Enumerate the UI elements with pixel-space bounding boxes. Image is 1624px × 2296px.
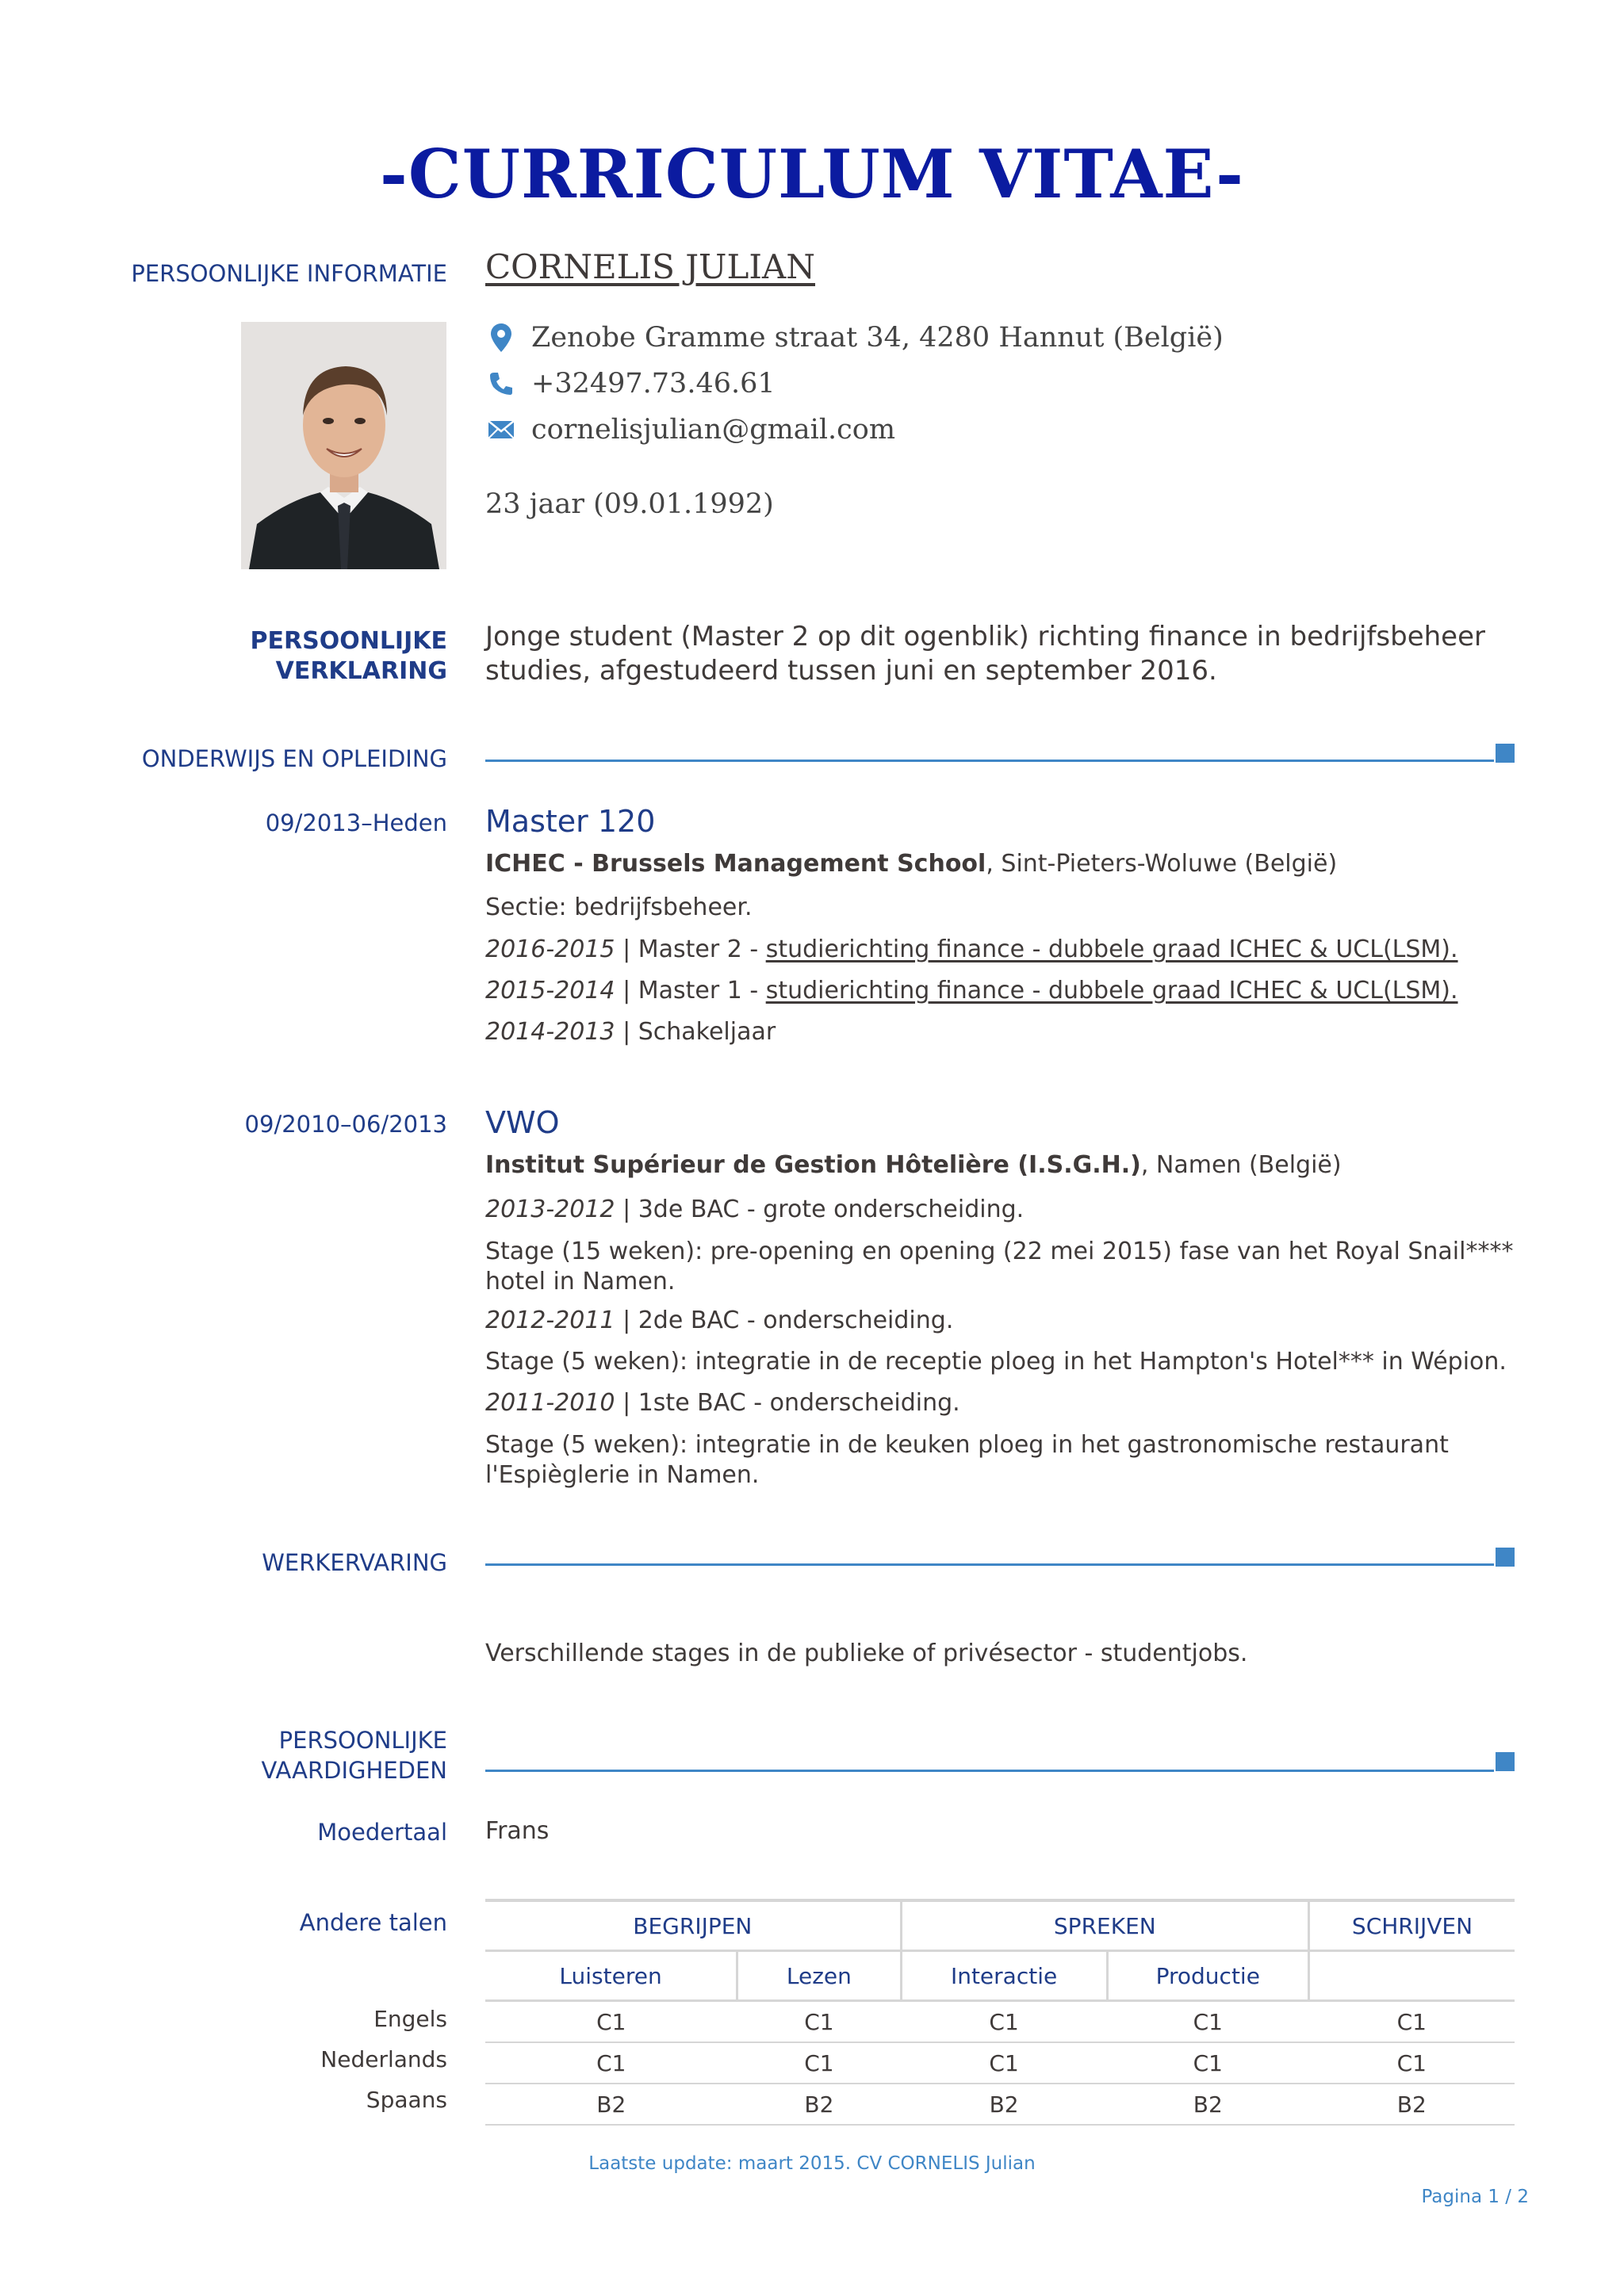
education-period: 09/2010–06/2013 bbox=[244, 1111, 447, 1138]
education-item: 2016-2015 | Master 2 - studierichting finance - dubbele graad ICHEC & UCL(LSM). bbox=[485, 936, 1458, 963]
divider-square bbox=[1496, 1548, 1515, 1567]
email-text[interactable]: cornelisjulian@gmail.com bbox=[531, 414, 896, 446]
education-item: 2012-2011 | 2de BAC - onderscheiding. bbox=[485, 1307, 954, 1334]
table-subheader bbox=[1309, 1951, 1515, 2001]
table-subheader: Lezen bbox=[737, 1951, 901, 2001]
mother-tongue-label: Moedertaal bbox=[317, 1819, 447, 1846]
phone-text[interactable]: +32497.73.46.61 bbox=[531, 368, 776, 400]
footer-update: Laatste update: maart 2015. CV CORNELIS Julian bbox=[588, 2153, 1036, 2174]
table-cell: C1 bbox=[901, 2042, 1107, 2084]
table-header: SPREKEN bbox=[901, 1900, 1308, 1951]
address-row bbox=[485, 322, 1224, 354]
table-cell: C1 bbox=[1107, 2001, 1308, 2043]
phone-icon bbox=[485, 371, 517, 396]
table-cell: C1 bbox=[737, 2042, 901, 2084]
education-title: VWO bbox=[485, 1105, 560, 1140]
education-stage: Stage (5 weken): integratie in de keuken ploeg in het gastronomische restaurant l'Espièglerie in Namen. bbox=[485, 1431, 1449, 1489]
other-languages-label: Andere talen bbox=[299, 1909, 447, 1936]
education-item: 2015-2014 | Master 1 - studierichting finance - dubbele graad ICHEC & UCL(LSM). bbox=[485, 977, 1458, 1004]
education-section: Sectie: bedrijfsbeheer. bbox=[485, 894, 753, 921]
education-stage: Stage (15 weken): pre-opening en opening (22 mei 2015) fase van het Royal Snail**** hotel in Namen. bbox=[485, 1238, 1514, 1295]
divider-square bbox=[1496, 744, 1515, 763]
divider-square bbox=[1496, 1752, 1515, 1771]
skills-label: PERSOONLIJKE VAARDIGHEDEN bbox=[261, 1727, 447, 1784]
table-cell: B2 bbox=[485, 2084, 737, 2125]
work-text: Verschillende stages in de publieke of privésector - studentjobs. bbox=[485, 1640, 1248, 1667]
table-cell: C1 bbox=[1309, 2001, 1515, 2043]
table-row bbox=[485, 2042, 1515, 2084]
language-name: Nederlands bbox=[320, 2046, 447, 2072]
table-cell: B2 bbox=[901, 2084, 1107, 2125]
section-divider bbox=[485, 1563, 1494, 1566]
statement-label: PERSOONLIJKE VERKLARING bbox=[250, 627, 447, 685]
education-title: Master 120 bbox=[485, 804, 656, 839]
table-subheader-row bbox=[485, 1951, 1515, 2001]
table-header-row bbox=[485, 1900, 1515, 1951]
work-label: WERKERVARING bbox=[262, 1549, 447, 1576]
table-cell: B2 bbox=[737, 2084, 901, 2125]
profile-photo bbox=[241, 322, 446, 569]
table-subheader: Interactie bbox=[901, 1951, 1107, 2001]
table-subheader: Productie bbox=[1107, 1951, 1308, 2001]
address-text: Zenobe Gramme straat 34, 4280 Hannut (België) bbox=[531, 322, 1224, 354]
envelope-icon bbox=[485, 420, 517, 439]
section-divider bbox=[485, 1770, 1494, 1772]
education-item: 2011-2010 | 1ste BAC - onderscheiding. bbox=[485, 1389, 960, 1417]
table-header: BEGRIJPEN bbox=[485, 1900, 901, 1951]
statement-text: Jonge student (Master 2 op dit ogenblik) richting finance in bedrijfsbeheer studies, afgestudeerd tussen juni en september 2016. bbox=[485, 621, 1485, 687]
location-pin-icon bbox=[485, 323, 517, 352]
language-table bbox=[485, 1899, 1515, 2126]
table-cell: C1 bbox=[737, 2001, 901, 2043]
page-number: Pagina 1 / 2 bbox=[1421, 2187, 1529, 2207]
email-row bbox=[485, 414, 895, 446]
age-text: 23 jaar (09.01.1992) bbox=[485, 488, 774, 520]
personal-info-label: PERSOONLIJKE INFORMATIE bbox=[131, 260, 447, 287]
education-item: 2013-2012 | 3de BAC - grote onderscheiding. bbox=[485, 1196, 1025, 1223]
table-cell: C1 bbox=[1309, 2042, 1515, 2084]
phone-row bbox=[485, 368, 776, 400]
table-header: SCHRIJVEN bbox=[1309, 1900, 1515, 1951]
section-divider bbox=[485, 760, 1494, 762]
education-item: 2014-2013 | Schakeljaar bbox=[485, 1018, 776, 1046]
education-institution-line: Institut Supérieur de Gestion Hôtelière (I.S.G.H.), Namen (België) bbox=[485, 1151, 1342, 1179]
mother-tongue-value: Frans bbox=[485, 1817, 550, 1845]
table-row bbox=[485, 2001, 1515, 2043]
table-cell: B2 bbox=[1309, 2084, 1515, 2125]
table-cell: C1 bbox=[901, 2001, 1107, 2043]
education-institution-line: ICHEC - Brussels Management School, Sint-Pieters-Woluwe (België) bbox=[485, 850, 1338, 878]
language-name: Spaans bbox=[366, 2087, 447, 2113]
person-name: CORNELIS JULIAN bbox=[485, 247, 816, 286]
education-stage: Stage (5 weken): integratie in de receptie ploeg in het Hampton's Hotel*** in Wépion. bbox=[485, 1348, 1507, 1376]
table-cell: C1 bbox=[485, 2001, 737, 2043]
education-label: ONDERWIJS EN OPLEIDING bbox=[141, 745, 447, 772]
education-period: 09/2013–Heden bbox=[265, 809, 447, 836]
table-cell: B2 bbox=[1107, 2084, 1308, 2125]
table-row bbox=[485, 2084, 1515, 2125]
document-title: -CURRICULUM VITAE- bbox=[380, 135, 1244, 213]
table-subheader: Luisteren bbox=[485, 1951, 737, 2001]
table-cell: C1 bbox=[485, 2042, 737, 2084]
table-cell: C1 bbox=[1107, 2042, 1308, 2084]
language-name: Engels bbox=[373, 2006, 447, 2032]
